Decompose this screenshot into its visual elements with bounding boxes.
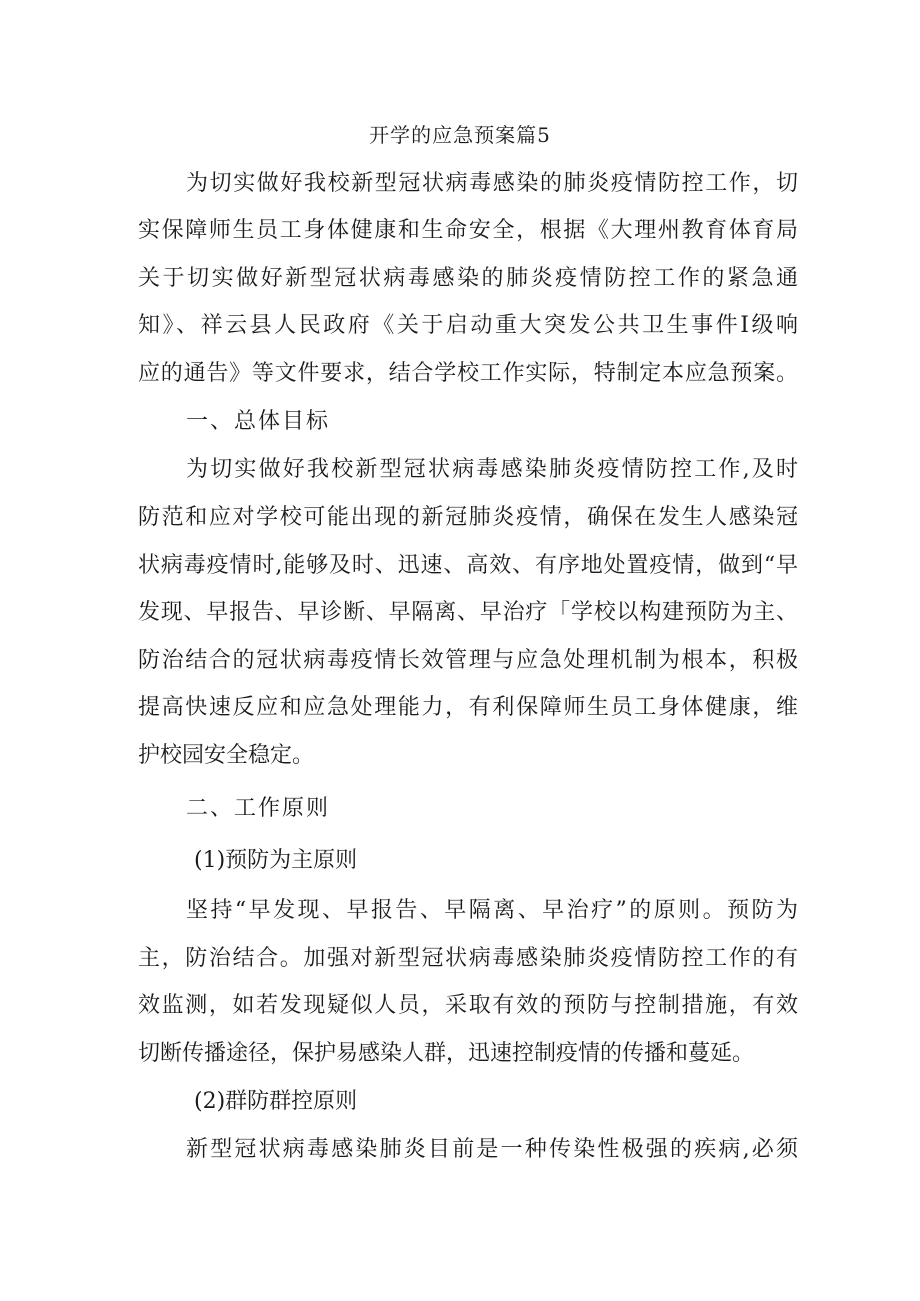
paragraph-line: 防范和应对学校可能出现的新冠肺炎疫情，确保在发生人感染冠 — [138, 505, 798, 530]
paragraph-line: 提高快速反应和应急处理能力，有利保障师生员工身体健康，维 — [138, 695, 798, 720]
section-heading: 二、工作原则 — [186, 796, 331, 821]
paragraph-line: 发现、早报告、早诊断、早隔离、早治疗「学校以构建预防为主、 — [138, 600, 798, 625]
paragraph-line: 为切实做好我校新型冠状病毒感染肺炎疫情防控工作,及时 — [186, 457, 798, 482]
paragraph-line: 防治结合的冠状病毒疫情长效管理与应急处理机制为根本，积极 — [138, 648, 798, 673]
paragraph-line: 切断传播途径，保护易感染人群，迅速控制疫情的传播和蔓延。 — [138, 1041, 755, 1066]
paragraph-line: 实保障师生员工身体健康和生命安全，根据《大理州教育体育局 — [138, 218, 798, 243]
paragraph-line: 主，防治结合。加强对新型冠状病毒感染肺炎疫情防控工作的有 — [138, 946, 798, 971]
paragraph-line: 应的通告》等文件要求，结合学校工作实际，特制定本应急预案。 — [138, 361, 798, 386]
paragraph-line: 为切实做好我校新型冠状病毒感染的肺炎疫情防控工作，切 — [186, 171, 798, 196]
document-title: 开学的应急预案篇5 — [369, 123, 551, 147]
paragraph-line: 护校园安全稳定。 — [138, 743, 315, 768]
paragraph-line: 知》、祥云县人民政府《关于启动重大突发公共卫生事件I级响 — [138, 313, 798, 338]
paragraph-line: 效监测，如若发现疑似人员，采取有效的预防与控制措施，有效 — [138, 993, 798, 1018]
paragraph-line: 状病毒疫情时,能够及时、迅速、高效、有序地处置疫情，做到“早 — [138, 553, 798, 578]
paragraph-line: 坚持“早发现、早报告、早隔离、早治疗”的原则。预防为 — [186, 898, 798, 923]
paragraph-line: 关于切实做好新型冠状病毒感染的肺炎疫情防控工作的紧急通 — [138, 266, 798, 291]
section-heading: 一、总体目标 — [186, 409, 331, 434]
subsection-heading: (2)群防群控原则 — [194, 1089, 358, 1114]
subsection-heading: (1)预防为主原则 — [194, 848, 358, 873]
paragraph-line: 新型冠状病毒感染肺炎目前是一种传染性极强的疾病,必须 — [186, 1137, 798, 1162]
